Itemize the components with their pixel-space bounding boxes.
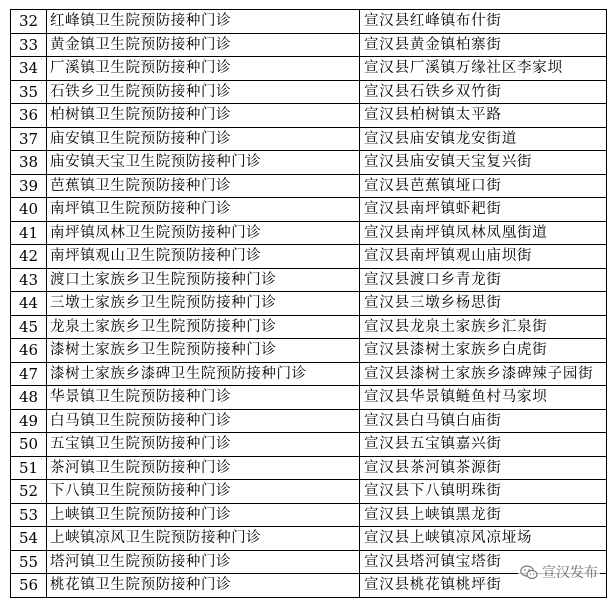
clinic-address-cell: 宣汉县华景镇鲢鱼村马家坝 [360, 386, 607, 410]
clinic-address-cell: 宣汉县红峰镇布什街 [360, 10, 607, 34]
clinic-address-cell: 宣汉县南坪镇凤林凤凰街道 [360, 221, 607, 245]
clinic-name-cell: 石铁乡卫生院预防接种门诊 [47, 80, 360, 104]
row-number-cell: 48 [11, 386, 47, 410]
row-number-cell: 53 [11, 503, 47, 527]
row-number-cell: 39 [11, 174, 47, 198]
clinic-name-cell: 柏树镇卫生院预防接种门诊 [47, 104, 360, 128]
table-row [11, 104, 607, 128]
clinic-address-cell: 宣汉县下八镇明珠街 [360, 480, 607, 504]
table-row [11, 127, 607, 151]
clinic-name-cell: 厂溪镇卫生院预防接种门诊 [47, 57, 360, 81]
clinic-address-cell: 宣汉县茶河镇茶源街 [360, 456, 607, 480]
clinic-name-cell: 华景镇卫生院预防接种门诊 [47, 386, 360, 410]
row-number-cell: 49 [11, 409, 47, 433]
clinic-address-cell: 宣汉县石铁乡双竹街 [360, 80, 607, 104]
clinic-name-cell: 芭蕉镇卫生院预防接种门诊 [47, 174, 360, 198]
clinic-address-cell: 宣汉县白马镇白庙街 [360, 409, 607, 433]
table-row [11, 80, 607, 104]
table-row [11, 292, 607, 316]
table-row [11, 268, 607, 292]
row-number-cell: 55 [11, 550, 47, 574]
clinic-name-cell: 白马镇卫生院预防接种门诊 [47, 409, 360, 433]
table-body [11, 10, 607, 598]
clinic-address-cell: 宣汉县柏树镇太平路 [360, 104, 607, 128]
table-row [11, 503, 607, 527]
clinic-name-cell: 黄金镇卫生院预防接种门诊 [47, 33, 360, 57]
watermark [518, 561, 600, 583]
table-row [11, 339, 607, 363]
clinic-name-cell: 庙安镇卫生院预防接种门诊 [47, 127, 360, 151]
row-number-cell: 50 [11, 433, 47, 457]
clinic-name-cell: 塔河镇卫生院预防接种门诊 [47, 550, 360, 574]
clinic-address-cell: 宣汉县漆树土家族乡白虎街 [360, 339, 607, 363]
table-row [11, 57, 607, 81]
clinic-name-cell: 红峰镇卫生院预防接种门诊 [47, 10, 360, 34]
row-number-cell: 35 [11, 80, 47, 104]
clinic-name-cell: 漆树土家族乡卫生院预防接种门诊 [47, 339, 360, 363]
row-number-cell: 33 [11, 33, 47, 57]
table-row [11, 409, 607, 433]
table-row [11, 198, 607, 222]
row-number-cell: 34 [11, 57, 47, 81]
row-number-cell: 56 [11, 574, 47, 598]
row-number-cell: 38 [11, 151, 47, 175]
clinic-address-cell: 宣汉县漆树土家族乡漆碑辣子园街 [360, 362, 607, 386]
table-row [11, 10, 607, 34]
table-row [11, 456, 607, 480]
clinic-name-cell: 五宝镇卫生院预防接种门诊 [47, 433, 360, 457]
clinic-name-cell: 南坪镇观山卫生院预防接种门诊 [47, 245, 360, 269]
table-row [11, 174, 607, 198]
table-row [11, 386, 607, 410]
row-number-cell: 36 [11, 104, 47, 128]
row-number-cell: 41 [11, 221, 47, 245]
clinic-name-cell: 南坪镇凤林卫生院预防接种门诊 [47, 221, 360, 245]
table-row [11, 480, 607, 504]
table-row [11, 527, 607, 551]
clinic-address-cell: 宣汉县上峡镇黑龙街 [360, 503, 607, 527]
clinic-address-cell: 宣汉县芭蕉镇垭口街 [360, 174, 607, 198]
clinic-address-cell: 宣汉县塔河镇宝塔街 [360, 550, 607, 574]
clinic-address-cell: 宣汉县龙泉土家族乡汇泉街 [360, 315, 607, 339]
vaccination-clinic-table-sheet [10, 9, 610, 598]
table-row [11, 362, 607, 386]
row-number-cell: 40 [11, 198, 47, 222]
row-number-cell: 37 [11, 127, 47, 151]
watermark-text: 宣汉发布 [542, 565, 598, 581]
clinic-name-cell: 上峡镇卫生院预防接种门诊 [47, 503, 360, 527]
clinic-name-cell: 上峡镇凉风卫生院预防接种门诊 [47, 527, 360, 551]
row-number-cell: 45 [11, 315, 47, 339]
clinic-name-cell: 渡口土家族乡卫生院预防接种门诊 [47, 268, 360, 292]
clinic-address-cell: 宣汉县庙安镇天宝复兴街 [360, 151, 607, 175]
clinic-name-cell: 漆树土家族乡漆碑卫生院预防接种门诊 [47, 362, 360, 386]
clinic-address-cell: 宣汉县厂溪镇万缘社区李家坝 [360, 57, 607, 81]
clinic-name-cell: 南坪镇卫生院预防接种门诊 [47, 198, 360, 222]
clinic-name-cell: 桃花镇卫生院预防接种门诊 [47, 574, 360, 598]
row-number-cell: 54 [11, 527, 47, 551]
clinic-address-cell: 宣汉县庙安镇龙安街道 [360, 127, 607, 151]
row-number-cell: 46 [11, 339, 47, 363]
row-number-cell: 43 [11, 268, 47, 292]
clinic-address-cell: 宣汉县上峡镇凉风凉垭场 [360, 527, 607, 551]
table-row [11, 315, 607, 339]
clinic-name-cell: 龙泉土家族乡卫生院预防接种门诊 [47, 315, 360, 339]
clinic-name-cell: 三墩土家族乡卫生院预防接种门诊 [47, 292, 360, 316]
row-number-cell: 51 [11, 456, 47, 480]
vaccination-clinic-table [10, 9, 607, 598]
clinic-address-cell: 宣汉县三墩乡杨思街 [360, 292, 607, 316]
row-number-cell: 42 [11, 245, 47, 269]
clinic-address-cell: 宣汉县黄金镇柏寨街 [360, 33, 607, 57]
row-number-cell: 47 [11, 362, 47, 386]
wechat-icon [520, 565, 538, 580]
clinic-address-cell: 宣汉县五宝镇嘉兴街 [360, 433, 607, 457]
table-row [11, 245, 607, 269]
clinic-name-cell: 茶河镇卫生院预防接种门诊 [47, 456, 360, 480]
clinic-address-cell: 宣汉县桃花镇桃坪街 [360, 574, 607, 598]
table-row [11, 151, 607, 175]
table-row [11, 221, 607, 245]
row-number-cell: 52 [11, 480, 47, 504]
row-number-cell: 44 [11, 292, 47, 316]
clinic-address-cell: 宣汉县南坪镇虾耙街 [360, 198, 607, 222]
table-row [11, 433, 607, 457]
clinic-address-cell: 宣汉县渡口乡青龙街 [360, 268, 607, 292]
row-number-cell: 32 [11, 10, 47, 34]
table-row [11, 33, 607, 57]
clinic-name-cell: 庙安镇天宝卫生院预防接种门诊 [47, 151, 360, 175]
clinic-name-cell: 下八镇卫生院预防接种门诊 [47, 480, 360, 504]
clinic-address-cell: 宣汉县南坪镇观山庙坝街 [360, 245, 607, 269]
